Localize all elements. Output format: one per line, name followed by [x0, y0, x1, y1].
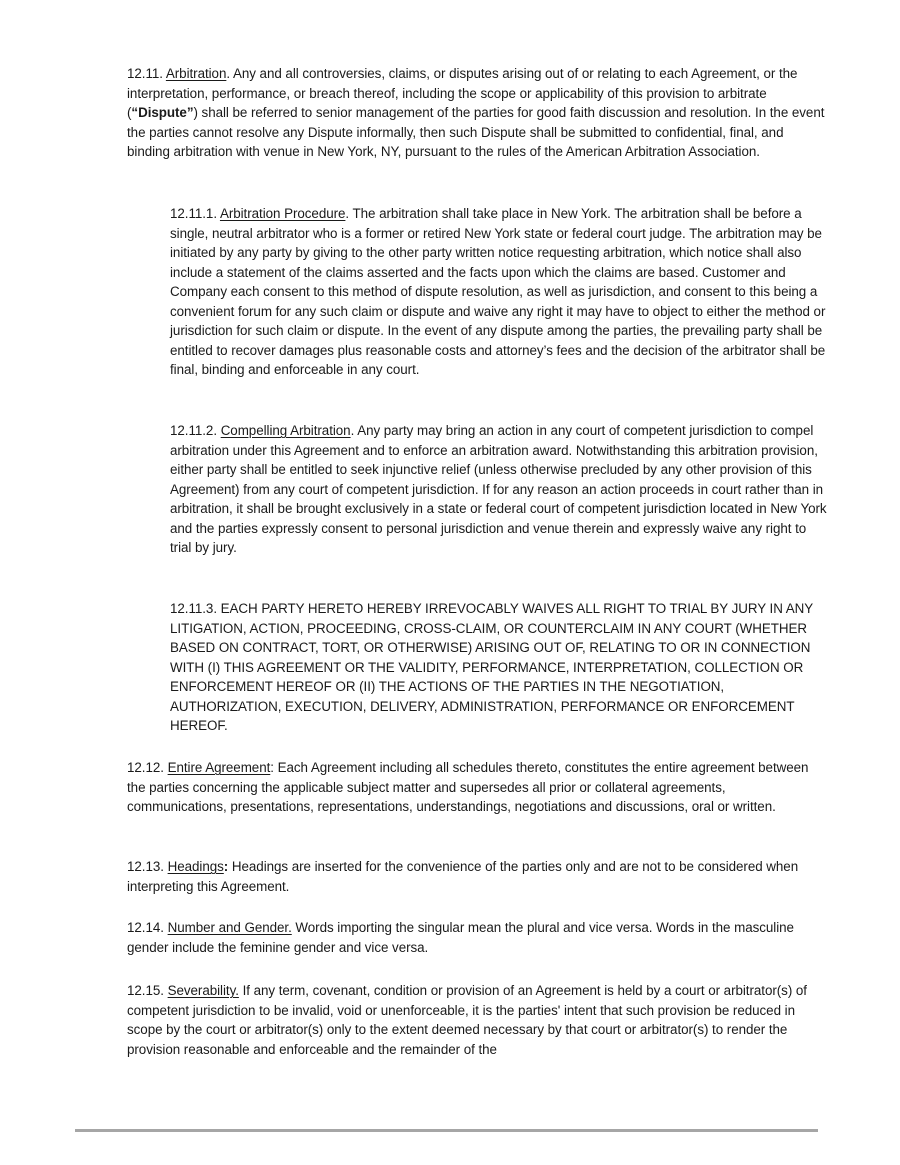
- section-number: 12.11.1.: [170, 206, 220, 221]
- section-12-14-number-and-gender: [127, 918, 827, 957]
- heading-colon: :: [223, 859, 229, 874]
- section-body: Words importing the singular mean the plural and vice versa. Words in the masculine gender include the feminine gender and vice versa.: [127, 920, 794, 955]
- footer-divider: [75, 1129, 818, 1132]
- section-12-15-severability: [127, 981, 827, 1059]
- section-body: 12.11.3. EACH PARTY HERETO HEREBY IRREVOCABLY WAIVES ALL RIGHT TO TRIAL BY JURY IN ANY LITIGATION, ACTION, PROCEEDING, CROSS-CLAIM, OR COUNTERCLAIM IN ANY COURT (WHETHER BASED ON CONTRACT, TORT, OR OTHERWISE) ARISING OUT OF, RELATING TO OR IN CONNECTION WITH (I) THIS AGREEMENT OR THE VALIDITY, PERFORMANCE, INTERPRETATION, COLLECTION OR ENFORCEMENT HEREOF OR (II) THE ACTIONS OF THE PARTIES IN THE NEGOTIATION, AUTHORIZATION, EXECUTION, DELIVERY, ADMINISTRATION, PERFORMANCE OR ENFORCEMENT HEREOF.: [170, 601, 813, 733]
- defined-term-dispute: “Dispute”: [131, 105, 194, 120]
- section-12-13-headings: [127, 857, 827, 896]
- section-number: 12.13.: [127, 859, 168, 874]
- section-heading: Number and Gender.: [167, 920, 292, 935]
- section-body-continued: ) shall be referred to senior management of the parties for good faith discussion and resolution. In the event the parties cannot resolve any Dispute informally, then such Dispute shall be submitted to confidential, final, and binding arbitration with venue in New York, NY, pursuant to the rules of the American Arbitration Association.: [127, 105, 825, 159]
- section-body: . The arbitration shall take place in New York. The arbitration shall be before a single, neutral arbitrator who is a former or retired New York state or federal court judge. The arbitration may be initiated by any party by giving to the other party written notice requesting arbitration, which notice shall also include a statement of the claims asserted and the facts upon which the claims are based. Customer and Company each consent to this method of dispute resolution, as well as jurisdiction, and consent to this being a convenient forum for any such claim or dispute and waive any right it may have to object to either the method or jurisdiction for such claim or dispute. In the event of any dispute among the parties, the prevailing party shall be entitled to recover damages plus reasonable costs and attorney’s fees and the decision of the arbitrator shall be final, binding and enforceable in any court.: [170, 206, 826, 377]
- section-12-11-2-compelling-arbitration: [170, 421, 830, 558]
- section-body: Headings are inserted for the convenience of the parties only and are not to be considered when interpreting this Agreement.: [127, 859, 799, 894]
- section-body: . Any and all controversies, claims, or disputes arising out of or relating to each Agreement, or the interpretation, performance, or breach thereof, including the scope or applicability of this provision to arbitrate (: [127, 66, 798, 120]
- section-heading: Severability.: [167, 983, 239, 998]
- section-heading: Arbitration: [165, 66, 227, 81]
- section-body: If any term, covenant, condition or provision of an Agreement is held by a court or arbitrator(s) of competent jurisdiction to be invalid, void or unenforceable, it is the parties' intent that such provision be reduced in scope by the court or arbitrator(s) only to the extent deemed necessary by that court or arbitrator(s) to render the provision reasonable and enforceable and the remainder of the: [127, 983, 807, 1057]
- section-number: 12.11.2.: [170, 423, 221, 438]
- section-12-12-entire-agreement: [127, 758, 827, 817]
- section-body: . Any party may bring an action in any court of competent jurisdiction to compel arbitration under this Agreement and to enforce an arbitration award. Notwithstanding this arbitration provision, either party shall be entitled to seek injunctive relief (unless otherwise precluded by any other provision of this Agreement) from any court of competent jurisdiction. If for any reason an action proceeds in court rather than in arbitration, it shall be brought exclusively in a state or federal court of competent jurisdiction located in New York and the parties expressly consent to personal jurisdiction and venue therein and expressly waive any right to trial by jury.: [170, 423, 827, 555]
- section-heading: Compelling Arbitration: [220, 423, 351, 438]
- section-number: 12.12.: [127, 760, 168, 775]
- section-heading: Arbitration Procedure: [219, 206, 346, 221]
- section-12-11-1-arbitration-procedure: [170, 204, 830, 380]
- section-heading: Entire Agreement: [167, 760, 271, 775]
- section-12-11-3-jury-waiver: [170, 599, 830, 736]
- section-heading: Headings: [167, 859, 224, 874]
- section-12-11-arbitration: [127, 64, 827, 162]
- section-number: 12.14.: [127, 920, 168, 935]
- section-body: : Each Agreement including all schedules thereto, constitutes the entire agreement between the parties concerning the applicable subject matter and supersedes all prior or collateral agreements, communications, presentations, representations, understandings, negotiations and discussions, oral or written.: [127, 760, 809, 814]
- section-number: 12.15.: [127, 983, 168, 998]
- section-number: 12.11.: [127, 66, 166, 81]
